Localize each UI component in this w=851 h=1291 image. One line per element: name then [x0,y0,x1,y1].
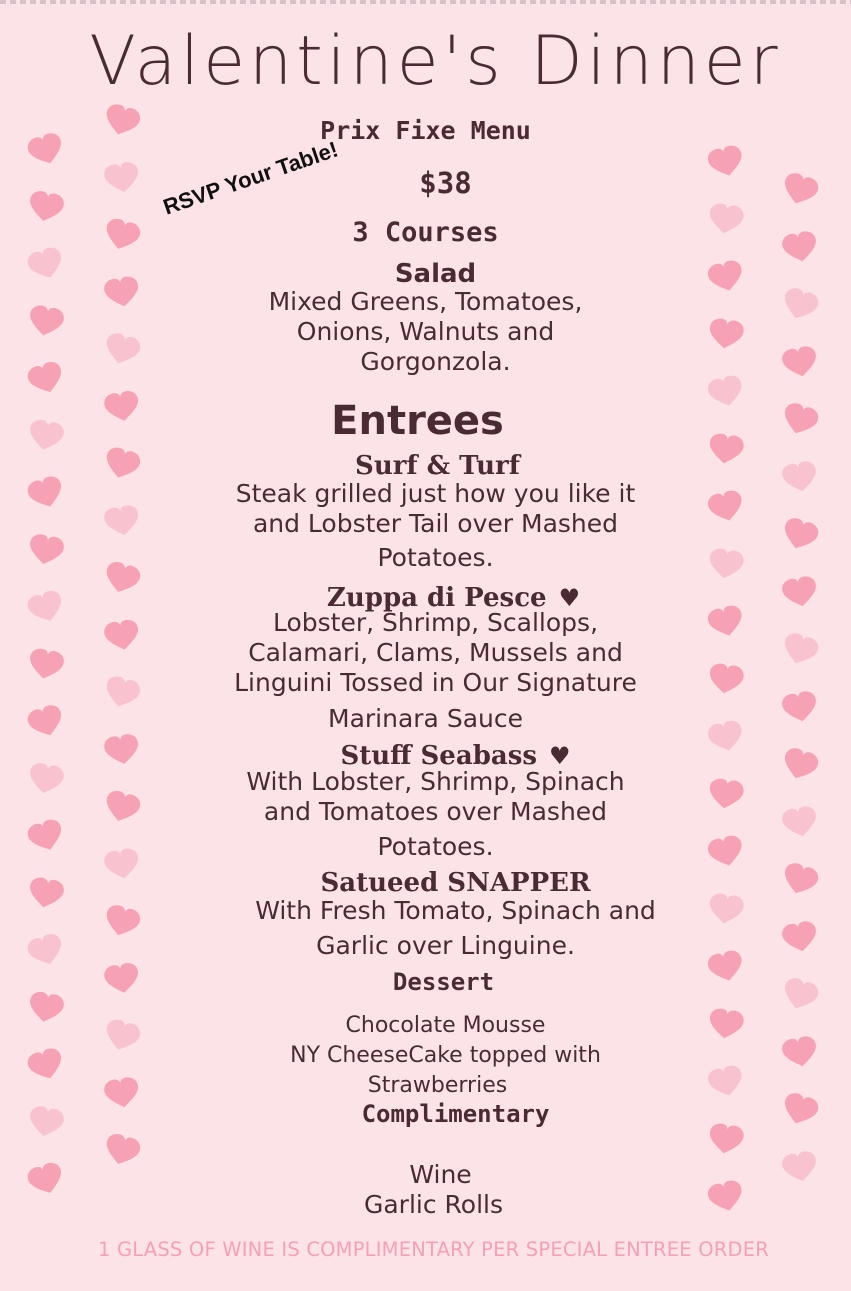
zuppa-line-2: Calamari, Clams, Mussels and [248,638,623,667]
page-title: Valentine's Dinner [89,22,782,101]
courses-count: 3 Courses [352,217,499,248]
snapper-name: Satueed SNAPPER [320,868,591,898]
dessert-heading: Dessert [392,968,495,996]
salad-line-3: Gorgonzola. [360,347,511,376]
prix-fixe-label: Prix Fixe Menu [320,116,531,145]
seabass-line-3: Potatoes. [377,832,494,861]
heart-icon: ♥ [549,741,571,770]
dessert-line-3: Strawberries [367,1073,508,1098]
complimentary-line-2: Garlic Rolls [363,1190,503,1219]
salad-line-1: Mixed Greens, Tomatoes, [268,287,583,316]
salad-heading: Salad [394,259,477,289]
seabass-line-2: and Tomatoes over Mashed [263,797,608,826]
zuppa-name: Zuppa di Pesce [326,583,547,613]
dessert-line-1: Chocolate Mousse [345,1013,546,1038]
heart-icon: ♥ [558,583,581,612]
zuppa-line-1: Lobster, Shrimp, Scallops, [272,608,599,637]
complimentary-heading: Complimentary [361,1100,550,1128]
seabass-line-1: With Lobster, Shrimp, Spinach [246,767,625,796]
zuppa-line-3: Linguini Tossed in Our Signature [234,668,637,697]
surf-turf-line-3: Potatoes. [377,543,494,572]
price: $38 [419,166,472,200]
entrees-heading: Entrees [331,398,504,444]
rsvp-note: RSVP Your Table! [160,136,342,220]
snapper-line-1: With Fresh Tomato, Spinach and [255,896,656,925]
zuppa-line-4: Marinara Sauce [328,704,523,733]
surf-turf-line-2: and Lobster Tail over Mashed [252,509,619,538]
complimentary-line-1: Wine [409,1160,472,1189]
salad-line-2: Onions, Walnuts and [296,317,555,346]
dessert-line-2: NY CheeseCake topped with [290,1043,601,1068]
seabass-name: Stuff Seabass [340,741,538,771]
snapper-line-2: Garlic over Linguine. [316,931,575,960]
footer-note: 1 GLASS OF WINE IS COMPLIMENTARY PER SPECIAL ENTREE ORDER [97,1238,770,1261]
surf-turf-line-1: Steak grilled just how you like it [235,479,636,508]
surf-turf-name: Surf & Turf [355,451,520,481]
